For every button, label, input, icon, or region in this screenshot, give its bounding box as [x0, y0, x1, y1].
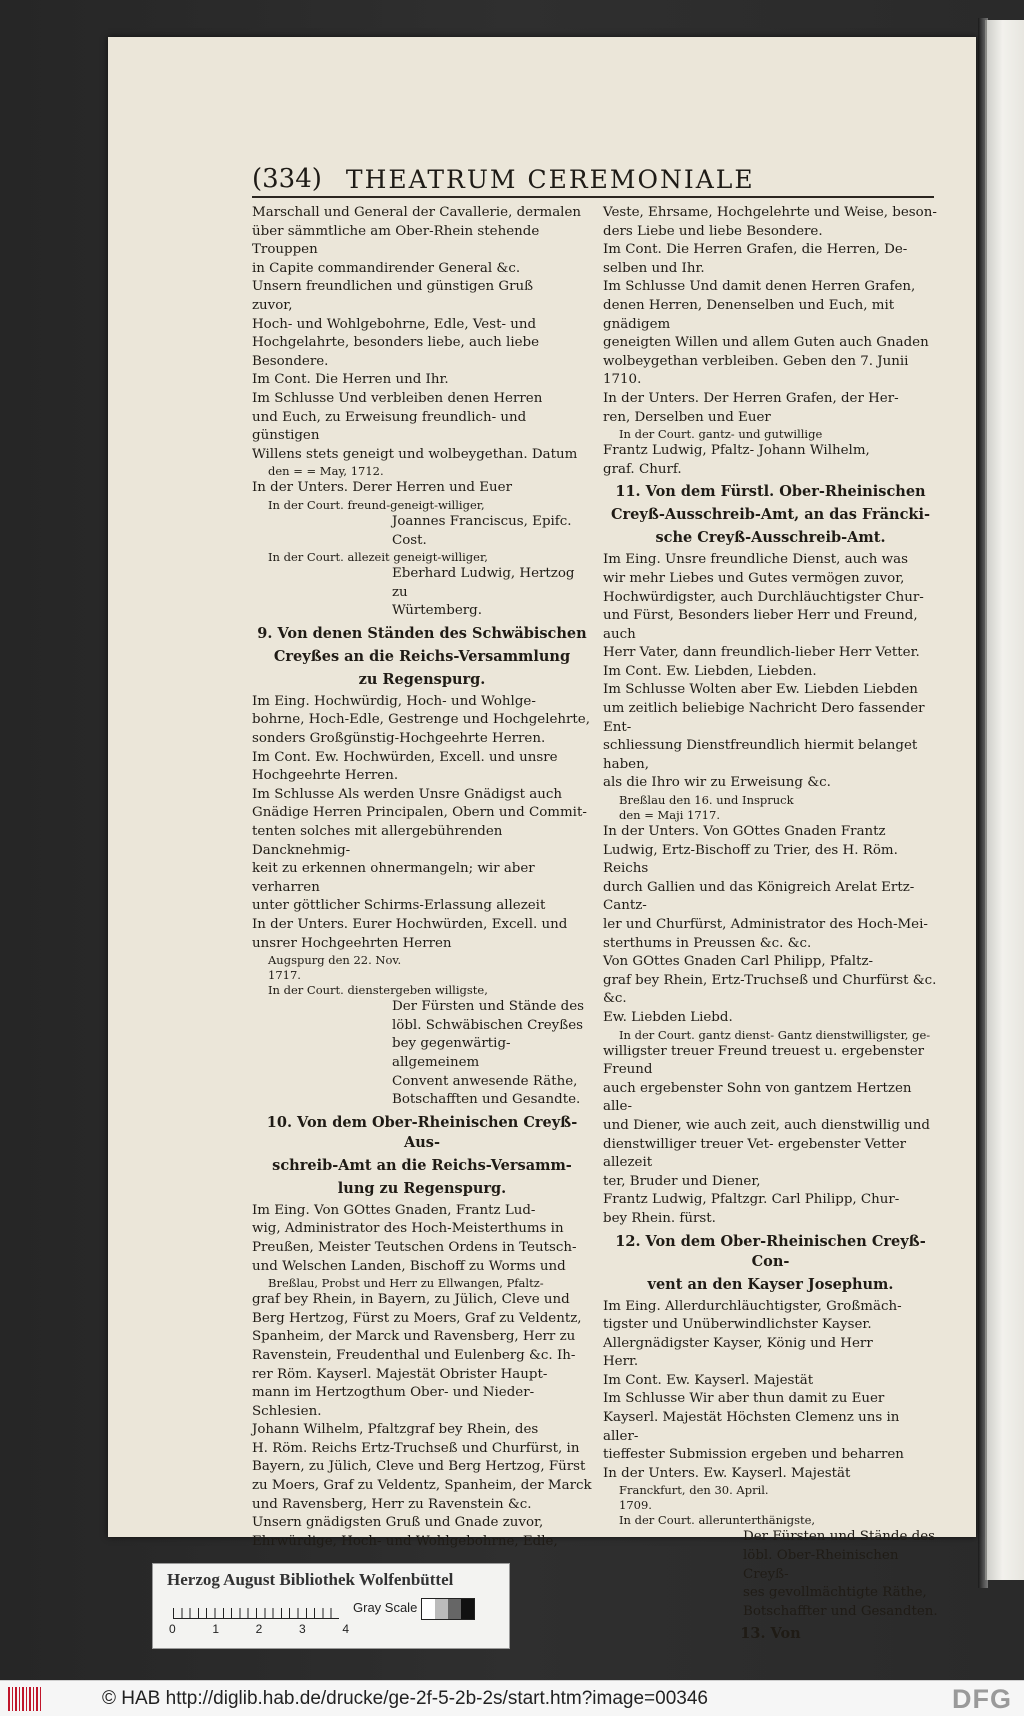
text-line: über sämmtliche am Ober-Rhein stehende Trouppen — [252, 223, 540, 258]
text-line: Herr. — [603, 1354, 639, 1370]
text-line: selben und Ihr. — [603, 260, 705, 276]
text-line: tenten solches mit allergebührenden Dancknehmig- — [252, 824, 503, 858]
text-line: Im Schlusse Wolten aber Ew. Liebden Liebden — [603, 682, 918, 698]
text-line: 9. Von denen Ständen des Schwäbischen — [257, 624, 587, 642]
left-column — [252, 204, 592, 1551]
text-line: 11. Von dem Fürstl. Ober-Rheinischen — [615, 483, 926, 501]
ruler-number: 1 — [212, 1622, 220, 1636]
text-line: In der Unters. Der Herren Grafen, der Her- — [603, 390, 899, 406]
text-line: Im Cont. Die Herren Grafen, die Herren, De- — [603, 242, 908, 258]
text-line: Gnädige Herren Principalen, Obern und Commit- — [252, 805, 587, 821]
text-line: ren, Derselben und Euer — [603, 409, 771, 425]
text-line: auch ergebenster Sohn von gantzem Hertzen alle- — [603, 1080, 912, 1115]
text-line: Convent anwesende Räthe, — [392, 1073, 578, 1089]
gray-scale-label: Gray Scale — [353, 1600, 418, 1615]
text-line: tieffester Submission ergeben und beharren — [603, 1447, 904, 1463]
ruler-numbers — [169, 1622, 349, 1636]
text-line: sonders Großgünstig-Hochgeehrte Herren. — [252, 731, 546, 747]
source-url-text[interactable]: © HAB http://diglib.hab.de/drucke/ge-2f-5-2b-2s/start.htm?image=00346 — [102, 1687, 708, 1709]
text-line: Kayserl. Majestät Höchsten Clemenz uns in aller- — [603, 1410, 900, 1444]
text-line: In der Court. allerunterthänigste, — [619, 1513, 816, 1528]
text-line: Im Schlusse Und damit denen Herren Grafen, — [603, 279, 916, 295]
text-line: geneigten Willen und allem Guten auch Gnaden — [603, 335, 929, 351]
text-line: In der Court. gantz- und gutwillige — [619, 427, 823, 442]
text-line: schreib-Amt an die Reichs-Versamm- — [272, 1156, 572, 1174]
text-line: Preußen, Meister Teutschen Ordens in Teutsch- — [252, 1239, 577, 1255]
text-line: graf bey Rhein, in Bayern, zu Jülich, Cleve und — [252, 1292, 570, 1308]
running-head — [252, 160, 782, 194]
dfg-logo: DFG — [952, 1684, 1012, 1714]
text-line: zuvor, — [252, 297, 293, 313]
text-line: bey gegenwärtig-allgemeinem — [392, 1036, 511, 1070]
text-line: wir mehr Liebes und Gutes vermögen zuvor, — [603, 570, 905, 586]
gray-scale-swatch — [421, 1598, 475, 1620]
text-line: 1709. — [619, 1498, 652, 1513]
text-line: In der Unters. Von GOttes Gnaden Frantz — [603, 824, 886, 840]
text-line: lung zu Regenspurg. — [337, 1179, 507, 1197]
text-line: zu Regenspurg. — [358, 670, 486, 688]
text-line: ler und Churfürst, Administrator des Hoch-Mei- — [603, 917, 928, 932]
text-line: Hochwürdigster, auch Durchläuchtigster Chur- — [603, 589, 924, 605]
text-line: Creyß-Ausschreib-Amt, an das Fräncki- — [610, 506, 931, 524]
text-line: bey Rhein. fürst. — [603, 1210, 716, 1226]
next-page-edge — [985, 20, 1024, 1580]
text-line: Ehrwürdige, Hoch- und Wohlgebohrne, Edle, — [252, 1533, 558, 1549]
text-line: als die Ihro wir zu Erweisung &c. — [603, 775, 831, 791]
text-line: Der Fürsten und Stände des — [392, 999, 585, 1015]
text-line: ses gevollmächtigte Räthe, — [743, 1585, 927, 1601]
text-line: und Welschen Landen, Bischoff zu Worms und — [252, 1258, 566, 1274]
text-line: In der Court. allezeit geneigt-williger, — [268, 550, 488, 565]
text-line: tigster und Unüberwindlichster Kayser. — [603, 1317, 872, 1333]
text-line: Im Cont. Ew. Hochwürden, Excell. und unsre — [252, 749, 558, 765]
text-line: Ew. Liebden Liebd. — [603, 1009, 733, 1025]
text-line: wig, Administrator des Hoch-Meisterthums in — [252, 1221, 564, 1237]
text-line: und Ravensberg, Herr zu Ravenstein &c. — [252, 1496, 532, 1512]
text-line: den = = May, 1712. — [268, 464, 384, 479]
text-line: 12. Von dem Ober-Rheinischen Creyß-Con- — [615, 1232, 926, 1270]
text-line: sche Creyß-Ausschreib-Amt. — [655, 529, 886, 547]
ruler-number: 3 — [298, 1622, 306, 1636]
text-line: keit zu erkennen ohnermangeln; wir aber verharren — [252, 861, 535, 895]
text-line: Im Cont. Die Herren und Ihr. — [252, 372, 449, 388]
text-line: Im Cont. Ew. Kayserl. Majestät — [603, 1372, 814, 1388]
text-line: in Capite commandirender General &c. — [252, 260, 521, 276]
text-line: Frantz Ludwig, Pfaltz- Johann Wilhelm, — [603, 443, 870, 459]
text-line: Eberhard Ludwig, Hertzog zu — [392, 566, 575, 600]
text-line: Würtemberg. — [392, 603, 482, 619]
text-line: löbl. Schwäbischen Creyßes — [392, 1017, 583, 1033]
text-line: Breßlau, Probst und Herr zu Ellwangen, Pfaltz- — [268, 1276, 544, 1291]
text-line: Im Schlusse Wir aber thun damit zu Euer — [603, 1391, 885, 1407]
text-line: unsrer Hochgeehrten Herren — [252, 935, 452, 951]
text-line: Im Eing. Unsre freundliche Dienst, auch was — [603, 552, 908, 568]
text-line: zu Moers, Graf zu Veldentz, Spanheim, der Marck — [252, 1478, 592, 1494]
text-line: Willens stets geneigt und wolbeygethan. Datum — [252, 446, 578, 462]
text-line: graf bey Rhein, Ertz-Truchseß und Churfürst &c. &c. — [603, 972, 937, 1007]
text-line: Breßlau den 16. und Inspruck — [619, 793, 794, 808]
text-line: Botschafften und Gesandte. — [392, 1092, 581, 1108]
text-line: willigster treuer Freund treuest u. ergebenster Freund — [603, 1043, 925, 1078]
footer-bar — [0, 1680, 1024, 1716]
text-line: In der Unters. Ew. Kayserl. Majestät — [603, 1465, 851, 1481]
text-line: schliessung Dienstfreundlich hiermit belanget haben, — [603, 738, 918, 772]
text-line: Franckfurt, den 30. April. — [619, 1483, 769, 1498]
text-line: Spanheim, der Marck und Ravensberg, Herr zu — [252, 1329, 576, 1345]
text-line: bohrne, Hoch-Edle, Gestrenge und Hochgelehrte, — [252, 712, 590, 728]
text-line: Im Schlusse Und verbleiben denen Herren — [252, 390, 543, 406]
header-rule — [252, 196, 934, 198]
card-title: Herzog August Bibliothek Wolfenbüttel — [167, 1570, 454, 1589]
text-line: Bayern, zu Jülich, Cleve und Berg Hertzog, Fürst — [252, 1459, 586, 1475]
text-line: Im Eing. Hochwürdig, Hoch- und Wohlge- — [252, 693, 536, 709]
text-line: Frantz Ludwig, Pfaltzgr. Carl Philipp, Chur- — [603, 1192, 900, 1208]
text-line: Botschaffter und Gesandten. — [743, 1603, 938, 1619]
ruler-number: 2 — [255, 1622, 263, 1636]
text-line: Berg Hertzog, Fürst zu Moers, Graf zu Veldentz, — [252, 1310, 582, 1326]
text-line: den = Maji 1717. — [619, 808, 720, 823]
text-line: graf. Churf. — [603, 461, 682, 477]
right-column — [603, 204, 938, 1647]
text-line: Hochgeehrte Herren. — [252, 768, 399, 784]
page-number: (334) — [252, 164, 322, 194]
text-line: Ravenstein, Freudenthal und Eulenberg &c. Ih- — [252, 1347, 576, 1363]
text-line: Creyßes an die Reichs-Versammlung — [273, 647, 571, 665]
text-line: sterthums in Preussen &c. &c. — [603, 935, 812, 951]
text-line: unter göttlicher Schirms-Erlassung allezeit — [252, 898, 546, 914]
text-line: 10. Von dem Ober-Rheinischen Creyß-Aus- — [266, 1113, 578, 1151]
text-line: 1717. — [268, 968, 301, 983]
text-line: Marschall und General der Cavallerie, dermalen — [252, 205, 582, 220]
text-line: Unsern freundlichen und günstigen Gruß — [252, 279, 534, 295]
text-line: Unsern gnädigsten Gruß und Gnade zuvor, — [252, 1515, 544, 1531]
text-line: dienstwilliger treuer Vet- ergebenster Vetter allezeit — [603, 1136, 907, 1171]
text-line: 13. Von — [740, 1625, 801, 1643]
text-line: und Euch, zu Erweisung freundlich- und günstigen — [252, 409, 527, 444]
text-line: löbl. Ober-Rheinischen Creyß- — [743, 1548, 899, 1582]
text-line: und Fürst, Besonders lieber Herr und Freund, auch — [603, 608, 918, 642]
text-line: rer Röm. Kayserl. Majestät Obrister Haupt- — [252, 1366, 548, 1382]
page-title: THEATRUM CEREMONIALE — [345, 165, 755, 194]
text-line: durch Gallien und das Königreich Arelat Ertz-Cantz- — [603, 879, 915, 914]
text-line: Im Cont. Ew. Liebden, Liebden. — [603, 663, 817, 679]
ruler-number: 4 — [342, 1622, 349, 1636]
text-line: H. Röm. Reichs Ertz-Truchseß und Churfürst, in — [252, 1440, 580, 1456]
text-line: In der Unters. Derer Herren und Euer — [252, 480, 512, 496]
text-line: In der Court. gantz dienst- Gantz dienstwilligster, ge- — [619, 1027, 931, 1042]
text-line: um zeitlich beliebige Nachricht Dero fassender Ent- — [603, 701, 925, 735]
text-line: Hoch- und Wohlgebohrne, Edle, Vest- und — [252, 316, 537, 332]
text-line: Allergnädigster Kayser, König und Herr — [603, 1335, 873, 1351]
text-line: ter, Bruder und Diener, — [603, 1173, 761, 1189]
text-line: Im Eing. Von GOttes Gnaden, Frantz Lud- — [252, 1202, 536, 1218]
measurement-ruler — [173, 1600, 339, 1619]
text-line: Johann Wilhelm, Pfaltzgraf bey Rhein, des — [252, 1422, 539, 1438]
text-line: ders Liebe und liebe Besondere. — [603, 223, 823, 239]
text-line: In der Unters. Eurer Hochwürden, Excell. und — [252, 917, 568, 932]
text-line: denen Herren, Denenselben und Euch, mit gnädigem — [603, 297, 895, 332]
text-line: mann im Hertzogthum Ober- und Nieder-Schlesien. — [252, 1385, 535, 1419]
text-line: Im Eing. Allerdurchläuchtigster, Großmäch- — [603, 1298, 902, 1314]
text-line: wolbeygethan verbleiben. Geben den 7. Junii 1710. — [603, 353, 909, 388]
text-line: Herr Vater, dann freundlich-lieber Herr Vetter. — [603, 645, 920, 661]
text-line: In der Court. freund-geneigt-williger, — [268, 497, 485, 512]
text-line: Augspurg den 22. Nov. — [268, 953, 402, 968]
text-line: Hochgelahrte, besonders liebe, auch liebe Besondere. — [252, 335, 540, 369]
text-line: Ludwig, Ertz-Bischoff zu Trier, des H. Röm. Reichs — [603, 842, 898, 877]
text-line: Von GOttes Gnaden Carl Philipp, Pfaltz- — [603, 954, 874, 970]
hab-barcode-icon — [8, 1687, 42, 1711]
color-reference-card — [152, 1563, 510, 1649]
text-line: Der Fürsten und Stände des — [743, 1529, 936, 1545]
ruler-number: 0 — [169, 1622, 176, 1636]
text-line: vent an den Kayser Josephum. — [647, 1275, 894, 1293]
text-line: In der Court. dienstergeben willigste, — [268, 983, 488, 998]
text-line: Veste, Ehrsame, Hochgelehrte und Weise, beson- — [603, 205, 937, 220]
text-line: und Diener, wie auch zeit, auch dienstwillig und — [603, 1117, 930, 1133]
text-line: Im Schlusse Als werden Unsre Gnädigst auch — [252, 786, 562, 802]
text-line: Joannes Franciscus, Epifc. Cost. — [392, 513, 572, 548]
